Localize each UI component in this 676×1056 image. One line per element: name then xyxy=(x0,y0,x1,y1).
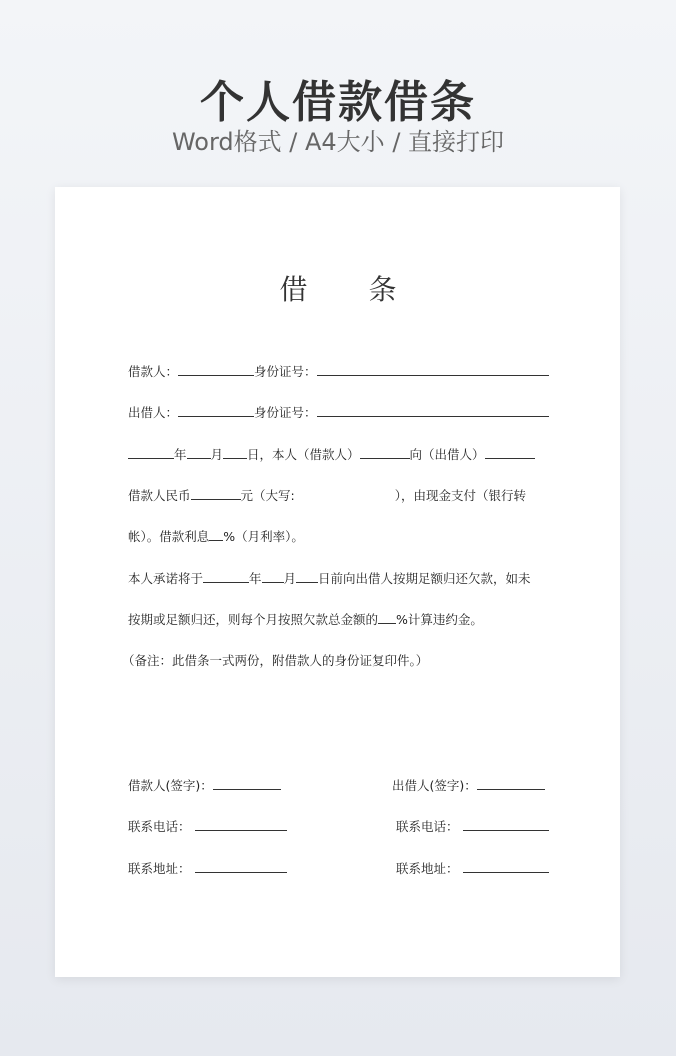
lender-signature xyxy=(392,776,545,794)
document-title: 借 条 xyxy=(279,273,423,306)
blank[interactable] xyxy=(213,776,281,790)
text: 本人承诺将于 xyxy=(128,571,204,586)
header-subtitle: Word格式 / A4大小 / 直接打印 xyxy=(171,128,505,156)
text: 年 xyxy=(249,571,262,586)
blank[interactable] xyxy=(463,859,549,873)
blank[interactable] xyxy=(191,486,241,500)
text: 帐）。借款利息 xyxy=(128,529,210,544)
label: 出借人(签字)： xyxy=(392,778,477,793)
borrower-line xyxy=(128,362,548,381)
blank[interactable] xyxy=(317,362,549,376)
borrower-signature xyxy=(128,776,281,794)
label: 出借人： xyxy=(128,405,179,420)
text: 月 xyxy=(210,447,224,462)
date-line xyxy=(128,445,548,464)
text: %计算违约金。 xyxy=(396,612,483,627)
label: 借款人： xyxy=(128,364,179,379)
penalty-line xyxy=(128,610,548,629)
blank[interactable] xyxy=(195,859,287,873)
label: 联系地址： xyxy=(128,861,191,876)
text: 元（大写: xyxy=(240,488,295,503)
label: 身份证号： xyxy=(254,405,317,420)
blank[interactable] xyxy=(128,445,174,459)
note-line: （备注：此借条一式两份，附借款人的身份证复印件。） xyxy=(122,653,429,668)
text: 月 xyxy=(283,571,297,586)
header-title: 个人借款借条 xyxy=(200,77,476,128)
blank[interactable] xyxy=(195,817,287,831)
promise-line xyxy=(128,569,548,588)
borrower-phone xyxy=(128,817,287,835)
interest-line xyxy=(128,527,548,546)
label: 借款人(签字)： xyxy=(128,778,213,793)
lender-line xyxy=(128,403,548,422)
lender-address xyxy=(396,859,549,877)
text: 年 xyxy=(174,447,187,462)
blank[interactable] xyxy=(262,569,284,583)
blank[interactable] xyxy=(223,445,247,459)
blank[interactable] xyxy=(209,527,223,541)
blank[interactable] xyxy=(178,362,254,376)
text: 向（出借人） xyxy=(409,447,485,462)
amount-line xyxy=(128,486,548,505)
text: 借款人民币 xyxy=(128,488,191,503)
blank[interactable] xyxy=(463,817,549,831)
blank[interactable] xyxy=(317,403,549,417)
label: 联系地址： xyxy=(396,861,459,876)
blank[interactable] xyxy=(378,610,396,624)
borrower-address xyxy=(128,859,287,877)
blank[interactable] xyxy=(485,445,535,459)
blank[interactable] xyxy=(477,776,545,790)
text: 按期或足额归还，则每个月按照欠款总金额的 xyxy=(128,612,379,627)
lender-phone xyxy=(396,817,549,835)
label: 联系电话： xyxy=(396,819,459,834)
text: ），由现金支付（银行转 xyxy=(394,488,526,503)
blank[interactable] xyxy=(187,445,211,459)
blank[interactable] xyxy=(178,403,254,417)
text: 日前向出借人按期足额归还欠款，如未 xyxy=(318,571,531,586)
blank[interactable] xyxy=(203,569,249,583)
blank[interactable] xyxy=(296,569,318,583)
text: 日，本人（借款人） xyxy=(247,447,360,462)
text: %（月利率）。 xyxy=(223,529,304,544)
blank[interactable] xyxy=(360,445,410,459)
label: 身份证号： xyxy=(254,364,317,379)
label: 联系电话： xyxy=(128,819,191,834)
